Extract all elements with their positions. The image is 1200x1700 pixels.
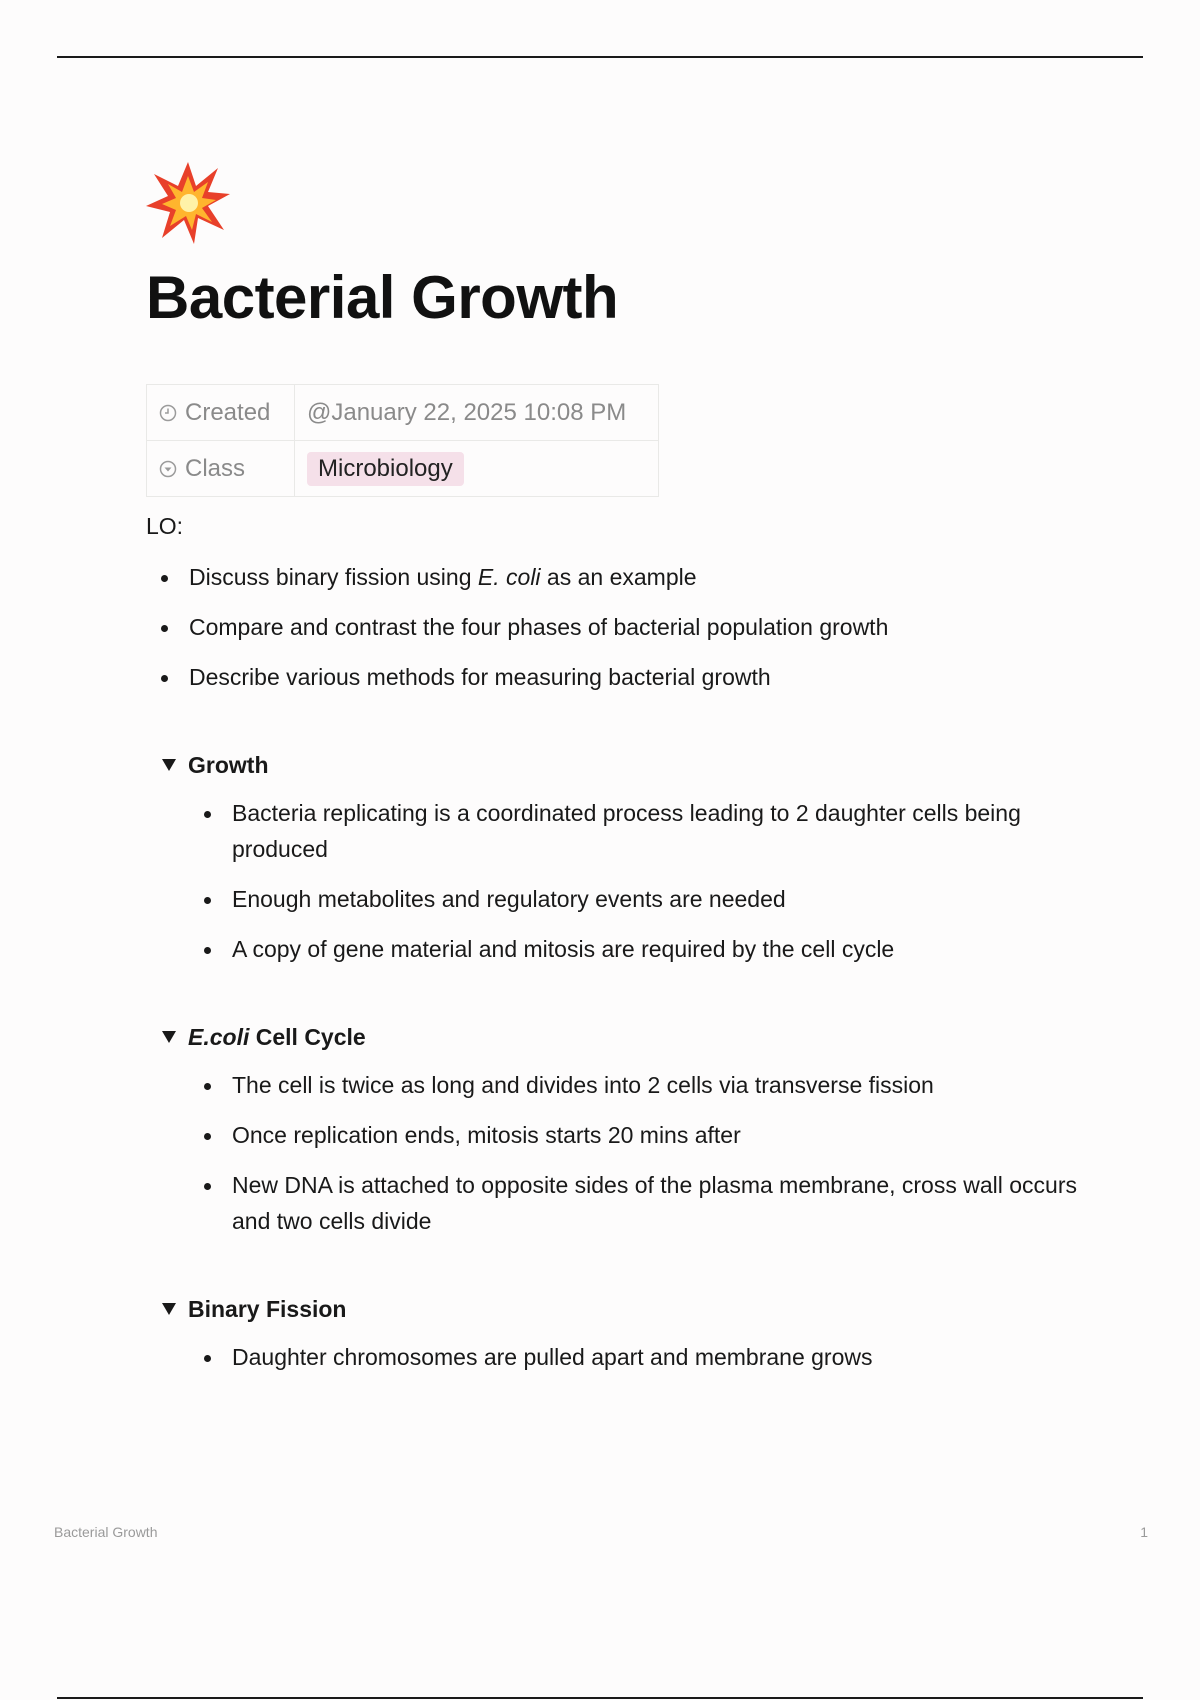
list-item: Describe various methods for measuring bacterial growth bbox=[146, 659, 1086, 695]
toggle-triangle-icon[interactable] bbox=[162, 1031, 176, 1043]
list-item: Once replication ends, mitosis starts 20 mins after bbox=[189, 1117, 1086, 1153]
lo-list bbox=[146, 559, 1086, 695]
clock-icon bbox=[159, 404, 177, 422]
bottom-rule bbox=[57, 1697, 1143, 1699]
toggle-header[interactable] bbox=[146, 749, 1086, 781]
toggle-list bbox=[146, 1339, 1086, 1375]
toggle-growth bbox=[146, 749, 1086, 967]
list-item: Compare and contrast the four phases of bacterial population growth bbox=[146, 609, 1086, 645]
property-key-class: Class bbox=[185, 454, 246, 482]
toggle-header[interactable] bbox=[146, 1021, 1086, 1053]
page-title: Bacterial Growth bbox=[146, 264, 619, 331]
list-item: The cell is twice as long and divides into 2 cells via transverse fission bbox=[189, 1067, 1086, 1103]
class-tag[interactable]: Microbiology bbox=[307, 452, 464, 486]
toggle-binary-fission bbox=[146, 1293, 1086, 1375]
property-key-created: Created bbox=[185, 398, 271, 426]
property-value-class[interactable] bbox=[295, 441, 659, 497]
toggle-list bbox=[146, 795, 1086, 967]
property-row-class bbox=[147, 441, 659, 497]
list-item: A copy of gene material and mitosis are required by the cell cycle bbox=[189, 931, 1086, 967]
toggle-header[interactable] bbox=[146, 1293, 1086, 1325]
toggle-list bbox=[146, 1067, 1086, 1239]
select-icon bbox=[159, 460, 177, 478]
list-item: New DNA is attached to opposite sides of the plasma membrane, cross wall occurs and two cells divide bbox=[189, 1167, 1086, 1239]
property-key-cell bbox=[147, 385, 295, 441]
footer-page-number: 1 bbox=[1140, 1524, 1148, 1540]
list-item: Enough metabolites and regulatory events are needed bbox=[189, 881, 1086, 917]
properties-table bbox=[146, 384, 659, 497]
footer-doc-name: Bacterial Growth bbox=[54, 1524, 158, 1540]
toggle-title: Growth bbox=[188, 752, 269, 778]
list-item: Discuss binary fission using E. coli as an example bbox=[146, 559, 1086, 595]
page-content bbox=[146, 160, 1086, 1389]
toggle-title: Cell Cycle bbox=[249, 1024, 366, 1050]
list-item: Bacteria replicating is a coordinated process leading to 2 daughter cells being produced bbox=[189, 795, 1086, 867]
toggle-triangle-icon[interactable] bbox=[162, 1303, 176, 1315]
lo-label: LO: bbox=[146, 513, 184, 539]
property-key-cell bbox=[147, 441, 295, 497]
toggle-title: Binary Fission bbox=[188, 1296, 347, 1322]
property-row-created bbox=[147, 385, 659, 441]
toggle-triangle-icon[interactable] bbox=[162, 759, 176, 771]
toggle-title-italic: E.coli bbox=[188, 1024, 250, 1050]
toggle-ecoli-cell-cycle bbox=[146, 1021, 1086, 1239]
top-rule bbox=[57, 56, 1143, 58]
collision-emoji-icon bbox=[146, 160, 230, 244]
list-item: Daughter chromosomes are pulled apart and membrane grows bbox=[189, 1339, 1086, 1375]
property-value-created[interactable]: @January 22, 2025 10:08 PM bbox=[295, 385, 659, 441]
